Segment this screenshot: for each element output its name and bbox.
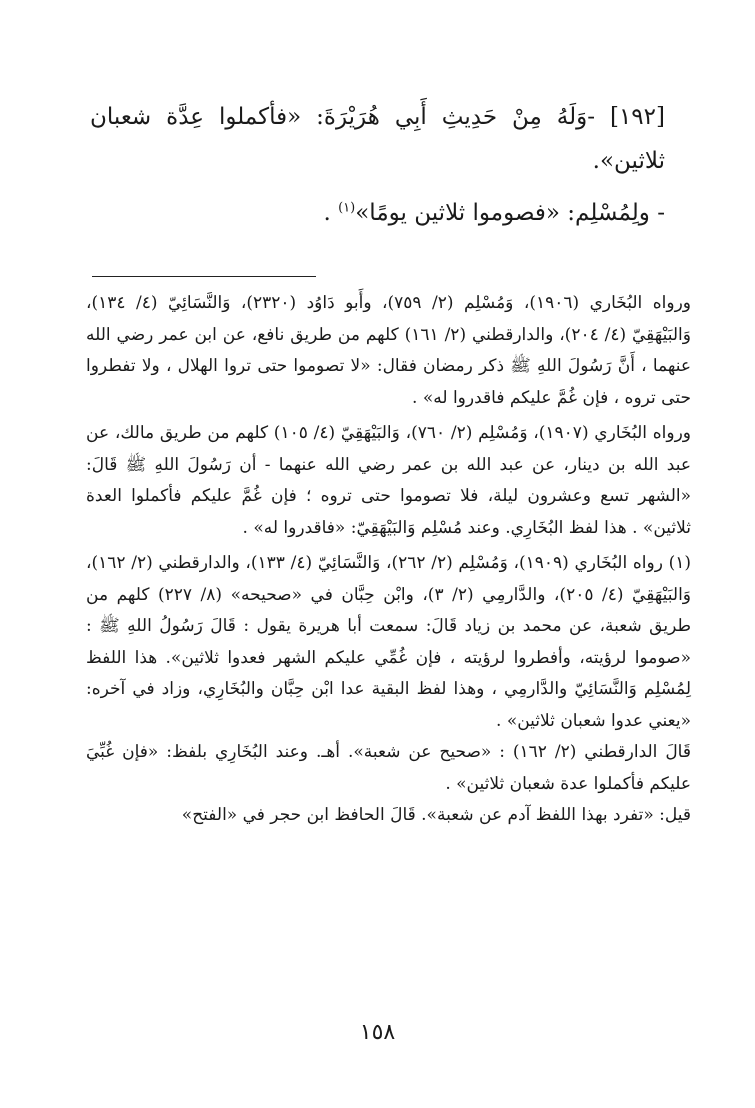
footnotes — [86, 288, 691, 832]
footnote-reference: (١) — [338, 200, 356, 216]
footnote-separator — [92, 276, 316, 277]
line-end: . — [323, 200, 339, 226]
footnote-paragraph: ورواه البُخَاري (١٩٠٦)، وَمُسْلِم (٢/ ٧٥٩)، وأَبو دَاوُد (٢٣٢٠)، وَالنَّسَائِيّ (٤/ ١٣٤)، وَالبَيْهَقِيّ (٤/ ٢٠٤)، والدارقطني (٢/ ١٦١) كلهم من طريق نافع، عن ابن عمر رضي الله عنهما ، أَنَّ رَسُولَ اللهِ ﷺ ذكر رمضان فقال: «لا تصوموا حتى تروا الهلال ، ولا تفطروا حتى تروه ، فإن غُمَّ عليكم فاقدروا له» . — [86, 293, 691, 408]
hadith-block — [90, 95, 665, 235]
footnote-paragraph: قَالَ الدارقطني (٢/ ١٦٢) : «صحيح عن شعبة». أهـ. وعند البُخَارِي بلفظ: «فإن غُبِّيَ عليكم فأكملوا عدة شعبان ثلاثين» . — [86, 742, 691, 794]
footnote-paragraph: (١) رواه البُخَاري (١٩٠٩)، وَمُسْلِم (٢/ ٢٦٢)، وَالنَّسَائِيّ (٤/ ١٣٣)، والدارقطني (٢/ ١٦٢)، وَالبَيْهَقِيّ (٤/ ٢٠٥)، والدَّارمِي (٢/ ٣)، وابْن حِبَّان في «صحيحه» (٨/ ٢٢٧) كلهم من طريق شعبة، عن محمد بن زياد قَالَ: سمعت أبا هريرة يقول : قَالَ رَسُولُ اللهِ ﷺ : «صوموا لرؤيته، وأفطروا لرؤيته ، فإن غُمِّي عليكم الشهر فعدوا ثلاثين». هذا اللفظ لِمُسْلِم وَالنَّسَائِيّ والدَّارمِي ، وهذا لفظ البقية عدا ابْن حِبَّان والبُخَارِي، وزاد في آخره: «يعني عدوا شعبان ثلاثين» . — [86, 553, 692, 731]
footnote-paragraph: قيل: «تفرد بهذا اللفظ آدم عن شعبة». قَالَ الحافظ ابن حجر في «الفتح» — [181, 805, 691, 825]
hadith-line-2: ثلاثين». — [592, 148, 665, 174]
footnote-paragraph: ورواه البُخَاري (١٩٠٧)، وَمُسْلِم (٢/ ٧٦٠)، وَالبَيْهَقِيّ (٤/ ١٠٥) كلهم من طريق مالك، عن عبد الله بن دينار، عن عبد الله بن عمر رضي الله عنهما - أن رَسُولَ اللهِ ﷺ قَالَ: «الشهر تسع وعشرون ليلة، فلا تصوموا حتى تروه ؛ فإن غُمَّ عليكم فأكملوا العدة ثلاثين» . هذا لفظ البُخَارِي. وعند مُسْلِم وَالبَيْهَقِيّ: «فاقدروا له» . — [86, 423, 692, 538]
muslim-narration: - ولِمُسْلِم: «فصوموا ثلاثين يومًا» — [355, 200, 665, 226]
hadith-line-3 — [90, 191, 665, 235]
page-number: ١٥٨ — [359, 1020, 396, 1045]
hadith-line-1: [١٩٢] -وَلَهُ مِنْ حَدِيثِ أَبِي هُرَيْرَةَ: «فأكملوا عِدَّة شعبان — [90, 104, 665, 130]
